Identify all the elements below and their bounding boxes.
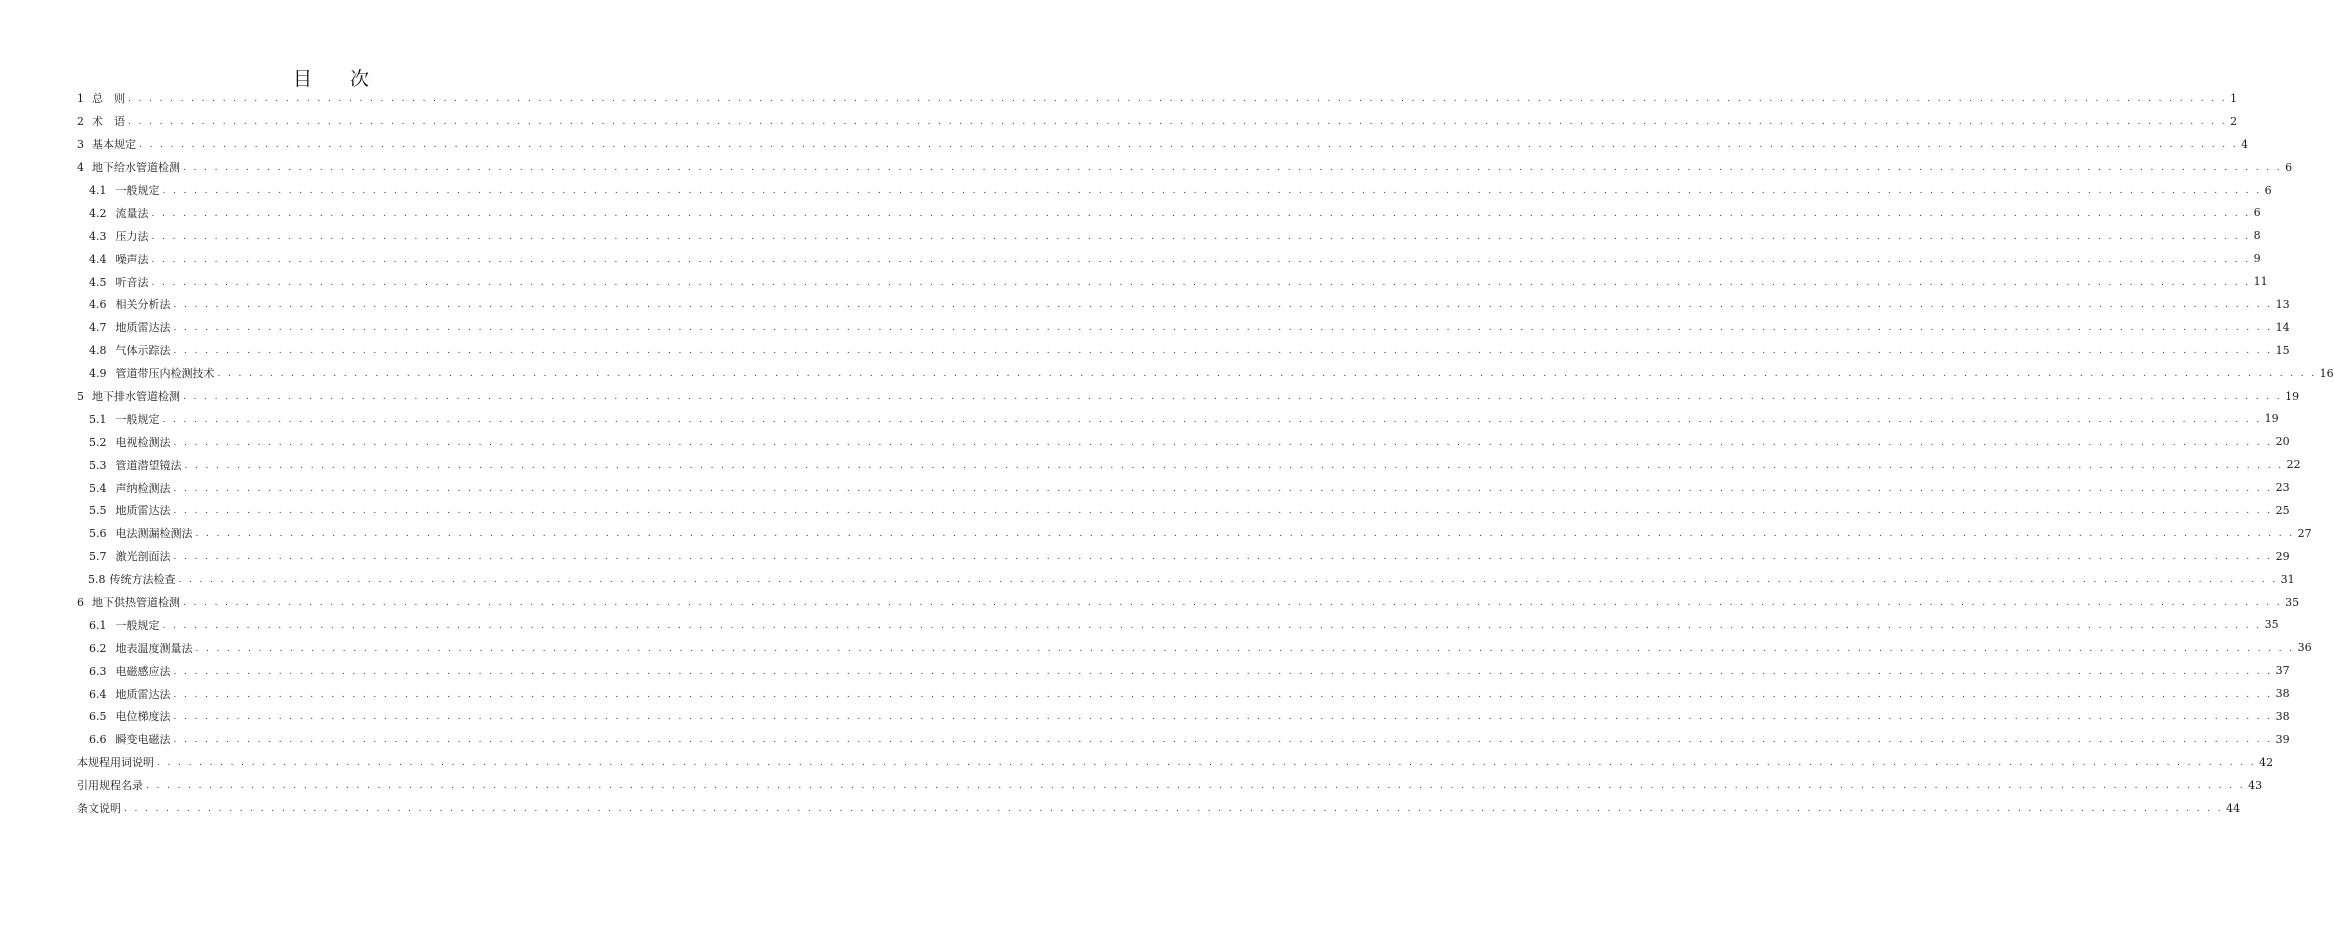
toc-entry[interactable] bbox=[0, 613, 2279, 636]
toc-entry-label: 条文说明 bbox=[77, 802, 121, 816]
toc-entry[interactable] bbox=[0, 705, 2290, 728]
page-title: 目 次 bbox=[292, 68, 386, 90]
toc-entry-title bbox=[77, 159, 180, 175]
dot-leader: . . . . . . . . . . . . . . . . . . . . . . . . . . . . . . . . . . . . . . . . . . . . . . . . . . . . . . . . . . . . . . . . . . . . . . . . . . . . . . . . . . . . . . . . . . . . . . . . . . . . . . . . . . . . . . . . . . . . . . . . . . . . . . . . . . . . . . . . . . . . . . . . . . . . . . . . . . . . . . . . . . . . . . . . . . . . . . . . . . . . . . . . . . . . . . . . . . . . . . . . bbox=[173, 712, 2273, 723]
toc-entry[interactable] bbox=[0, 682, 2290, 705]
toc-entry-title bbox=[89, 640, 193, 656]
toc-entry[interactable] bbox=[0, 453, 2301, 476]
toc-entry-page-number: 16 bbox=[2319, 366, 2334, 380]
toc-entry-page-number: 19 bbox=[2285, 389, 2300, 403]
dot-leader: . . . . . . . . . . . . . . . . . . . . . . . . . . . . . . . . . . . . . . . . . . . . . . . . . . . . . . . . . . . . . . . . . . . . . . . . . . . . . . . . . . . . . . . . . . . . . . . . . . . . . . . . . . . . . . . . . . . . . . . . . . . . . . . . . . . . . . . . . . . . . . . . . . . . . . . . . . . . . . . . . . . . . . . . . . . . . . . . . . . . . . . . . . . . . . . . . . . . . . . . bbox=[128, 117, 2228, 128]
toc-entry[interactable] bbox=[0, 385, 2300, 408]
toc-entry[interactable] bbox=[0, 591, 2300, 614]
dot-leader: . . . . . . . . . . . . . . . . . . . . . . . . . . . . . . . . . . . . . . . . . . . . . . . . . . . . . . . . . . . . . . . . . . . . . . . . . . . . . . . . . . . . . . . . . . . . . . . . . . . . . . . . . . . . . . . . . . . . . . . . . . . . . . . . . . . . . . . . . . . . . . . . . . . . . . . . . . . . . . . . . . . . . . . . . . . . . . . . . . . . . . . . . . . . . . . . . . . . . . . . bbox=[173, 300, 2273, 311]
toc-entry-title bbox=[89, 480, 171, 496]
toc-entry-number: 4.1 bbox=[89, 184, 107, 197]
dot-leader: . . . . . . . . . . . . . . . . . . . . . . . . . . . . . . . . . . . . . . . . . . . . . . . . . . . . . . . . . . . . . . . . . . . . . . . . . . . . . . . . . . . . . . . . . . . . . . . . . . . . . . . . . . . . . . . . . . . . . . . . . . . . . . . . . . . . . . . . . . . . . . . . . . . . . . . . . . . . . . . . . . . . . . . . . . . . . . . . . . . . . . . . . . . . . . . . . . . . . . . . bbox=[195, 643, 2295, 654]
toc-entry-page-number: 19 bbox=[2264, 412, 2279, 426]
toc-entry[interactable] bbox=[0, 407, 2279, 430]
toc-entry-label: 瞬变电磁法 bbox=[115, 733, 171, 747]
toc-entry-label: 总 则 bbox=[92, 92, 125, 106]
toc-entry-label: 相关分析法 bbox=[115, 298, 171, 312]
toc-entry-number: 4.4 bbox=[89, 252, 107, 266]
toc-entry-page-number: 29 bbox=[2275, 549, 2290, 563]
dot-leader: . . . . . . . . . . . . . . . . . . . . . . . . . . . . . . . . . . . . . . . . . . . . . . . . . . . . . . . . . . . . . . . . . . . . . . . . . . . . . . . . . . . . . . . . . . . . . . . . . . . . . . . . . . . . . . . . . . . . . . . . . . . . . . . . . . . . . . . . . . . . . . . . . . . . . . . . . . . . . . . . . . . . . . . . . . . . . . . . . . . . . . . . . . . . . . . . . . . . . . . . bbox=[151, 231, 2251, 242]
toc-entry-number: 5.8 bbox=[88, 573, 106, 587]
toc-entry-page-number: 35 bbox=[2285, 595, 2300, 609]
toc-entry-number: 6.4 bbox=[89, 687, 107, 701]
toc-entry-number: 2 bbox=[77, 115, 84, 129]
toc-entry-label: 传统方法检查 bbox=[109, 573, 176, 587]
toc-entry-label: 一般规定 bbox=[115, 184, 160, 197]
toc-entry-page-number: 2 bbox=[2230, 114, 2238, 128]
toc-entry[interactable] bbox=[0, 133, 2249, 156]
dot-leader: . . . . . . . . . . . . . . . . . . . . . . . . . . . . . . . . . . . . . . . . . . . . . . . . . . . . . . . . . . . . . . . . . . . . . . . . . . . . . . . . . . . . . . . . . . . . . . . . . . . . . . . . . . . . . . . . . . . . . . . . . . . . . . . . . . . . . . . . . . . . . . . . . . . . . . . . . . . . . . . . . . . . . . . . . . . . . . . . . . . . . . . . . . . . . . . . . . . . . . . . bbox=[151, 208, 2251, 219]
toc-entry-title bbox=[89, 274, 149, 290]
toc-entry-title bbox=[77, 136, 136, 152]
toc-entry-label: 电视检测法 bbox=[115, 435, 171, 449]
toc-entry[interactable] bbox=[0, 751, 2274, 774]
toc-entry[interactable] bbox=[0, 270, 2268, 293]
toc-entry-label: 管道潜望镜法 bbox=[115, 458, 182, 472]
toc-entry-title bbox=[89, 548, 171, 564]
toc-entry-number: 6.6 bbox=[89, 733, 107, 747]
toc-entry-number: 5 bbox=[77, 390, 84, 404]
toc-entry[interactable] bbox=[0, 545, 2290, 568]
dot-leader: . . . . . . . . . . . . . . . . . . . . . . . . . . . . . . . . . . . . . . . . . . . . . . . . . . . . . . . . . . . . . . . . . . . . . . . . . . . . . . . . . . . . . . . . . . . . . . . . . . . . . . . . . . . . . . . . . . . . . . . . . . . . . . . . . . . . . . . . . . . . . . . . . . . . . . . . . . . . . . . . . . . . . . . . . . . . . . . . . . . . . . . . . . . . . . . . . . . . . . . . bbox=[183, 392, 2283, 403]
dot-leader: . . . . . . . . . . . . . . . . . . . . . . . . . . . . . . . . . . . . . . . . . . . . . . . . . . . . . . . . . . . . . . . . . . . . . . . . . . . . . . . . . . . . . . . . . . . . . . . . . . . . . . . . . . . . . . . . . . . . . . . . . . . . . . . . . . . . . . . . . . . . . . . . . . . . . . . . . . . . . . . . . . . . . . . . . . . . . . . . . . . . . . . . . . . . . . . . . . . . . . . . bbox=[173, 689, 2273, 700]
toc-entry[interactable] bbox=[0, 201, 2261, 224]
toc-entry[interactable] bbox=[0, 636, 2312, 659]
toc-entry-title bbox=[89, 617, 160, 633]
toc-entry-label: 电法测漏检测法 bbox=[115, 527, 193, 541]
toc-entry-page-number: 11 bbox=[2253, 275, 2268, 289]
toc-entry-number: 3 bbox=[77, 138, 84, 152]
toc-entry-number: 5.2 bbox=[89, 435, 107, 449]
toc-entry-title bbox=[89, 182, 160, 198]
toc-entry-title bbox=[89, 251, 149, 267]
toc-entry-page-number: 38 bbox=[2275, 687, 2290, 701]
dot-leader: . . . . . . . . . . . . . . . . . . . . . . . . . . . . . . . . . . . . . . . . . . . . . . . . . . . . . . . . . . . . . . . . . . . . . . . . . . . . . . . . . . . . . . . . . . . . . . . . . . . . . . . . . . . . . . . . . . . . . . . . . . . . . . . . . . . . . . . . . . . . . . . . . . . . . . . . . . . . . . . . . . . . . . . . . . . . . . . . . . . . . . . . . . . . . . . . . . . . . . . . bbox=[183, 163, 2283, 174]
toc-entry[interactable] bbox=[0, 499, 2290, 522]
toc-entry-number: 4.5 bbox=[89, 275, 107, 289]
toc-entry[interactable] bbox=[0, 728, 2290, 751]
toc-entry-page-number: 39 bbox=[2275, 732, 2290, 746]
dot-leader: . . . . . . . . . . . . . . . . . . . . . . . . . . . . . . . . . . . . . . . . . . . . . . . . . . . . . . . . . . . . . . . . . . . . . . . . . . . . . . . . . . . . . . . . . . . . . . . . . . . . . . . . . . . . . . . . . . . . . . . . . . . . . . . . . . . . . . . . . . . . . . . . . . . . . . . . . . . . . . . . . . . . . . . . . . . . . . . . . . . . . . . . . . . . . . . . . . . . . . . . bbox=[162, 414, 2262, 425]
toc-entry-title bbox=[89, 205, 149, 221]
toc-entry[interactable] bbox=[0, 362, 2334, 385]
toc-entry-number: 4 bbox=[77, 161, 84, 175]
toc-entry-label: 声纳检测法 bbox=[115, 481, 171, 495]
toc-entry-title bbox=[77, 800, 121, 816]
toc-entry-number: 4.2 bbox=[89, 206, 107, 220]
toc-entry-page-number: 42 bbox=[2259, 755, 2274, 769]
toc-entry-label: 地下供热管道检测 bbox=[92, 596, 180, 610]
toc-entry[interactable] bbox=[0, 339, 2290, 362]
toc-entry-title bbox=[89, 319, 171, 335]
toc-entry-number: 4.6 bbox=[89, 298, 107, 312]
dot-leader: . . . . . . . . . . . . . . . . . . . . . . . . . . . . . . . . . . . . . . . . . . . . . . . . . . . . . . . . . . . . . . . . . . . . . . . . . . . . . . . . . . . . . . . . . . . . . . . . . . . . . . . . . . . . . . . . . . . . . . . . . . . . . . . . . . . . . . . . . . . . . . . . . . . . . . . . . . . . . . . . . . . . . . . . . . . . . . . . . . . . . . . . . . . . . . . . . . . . . . . . bbox=[195, 529, 2295, 540]
toc-entry-page-number: 6 bbox=[2285, 160, 2293, 174]
toc-entry-title bbox=[77, 90, 125, 106]
toc-entry-page-number: 37 bbox=[2275, 664, 2290, 678]
toc-entry-title bbox=[89, 457, 182, 473]
dot-leader: . . . . . . . . . . . . . . . . . . . . . . . . . . . . . . . . . . . . . . . . . . . . . . . . . . . . . . . . . . . . . . . . . . . . . . . . . . . . . . . . . . . . . . . . . . . . . . . . . . . . . . . . . . . . . . . . . . . . . . . . . . . . . . . . . . . . . . . . . . . . . . . . . . . . . . . . . . . . . . . . . . . . . . . . . . . . . . . . . . . . . . . . . . . . . . . . . . . . . . . . bbox=[157, 758, 2257, 769]
toc-entry-page-number: 22 bbox=[2286, 458, 2301, 472]
dot-leader: . . . . . . . . . . . . . . . . . . . . . . . . . . . . . . . . . . . . . . . . . . . . . . . . . . . . . . . . . . . . . . . . . . . . . . . . . . . . . . . . . . . . . . . . . . . . . . . . . . . . . . . . . . . . . . . . . . . . . . . . . . . . . . . . . . . . . . . . . . . . . . . . . . . . . . . . . . . . . . . . . . . . . . . . . . . . . . . . . . . . . . . . . . . . . . . . . . . . . . . . bbox=[184, 460, 2284, 471]
toc-entry-label: 本规程用词说明 bbox=[77, 756, 154, 770]
toc-entry-page-number: 36 bbox=[2297, 641, 2312, 655]
toc-entry-label: 基本规定 bbox=[92, 138, 136, 152]
toc-entry[interactable] bbox=[0, 774, 2263, 797]
toc-entry-title bbox=[77, 594, 180, 610]
toc-entry-title bbox=[89, 296, 171, 312]
dot-leader: . . . . . . . . . . . . . . . . . . . . . . . . . . . . . . . . . . . . . . . . . . . . . . . . . . . . . . . . . . . . . . . . . . . . . . . . . . . . . . . . . . . . . . . . . . . . . . . . . . . . . . . . . . . . . . . . . . . . . . . . . . . . . . . . . . . . . . . . . . . . . . . . . . . . . . . . . . . . . . . . . . . . . . . . . . . . . . . . . . . . . . . . . . . . . . . . . . . . . . . . bbox=[139, 140, 2239, 151]
toc-entry-number: 4.7 bbox=[89, 321, 107, 335]
dot-leader: . . . . . . . . . . . . . . . . . . . . . . . . . . . . . . . . . . . . . . . . . . . . . . . . . . . . . . . . . . . . . . . . . . . . . . . . . . . . . . . . . . . . . . . . . . . . . . . . . . . . . . . . . . . . . . . . . . . . . . . . . . . . . . . . . . . . . . . . . . . . . . . . . . . . . . . . . . . . . . . . . . . . . . . . . . . . . . . . . . . . . . . . . . . . . . . . . . . . . . . . bbox=[173, 323, 2273, 334]
toc-entry-page-number: 44 bbox=[2226, 801, 2241, 815]
dot-leader: . . . . . . . . . . . . . . . . . . . . . . . . . . . . . . . . . . . . . . . . . . . . . . . . . . . . . . . . . . . . . . . . . . . . . . . . . . . . . . . . . . . . . . . . . . . . . . . . . . . . . . . . . . . . . . . . . . . . . . . . . . . . . . . . . . . . . . . . . . . . . . . . . . . . . . . . . . . . . . . . . . . . . . . . . . . . . . . . . . . . . . . . . . . . . . . . . . . . . . . . bbox=[173, 666, 2273, 677]
dot-leader: . . . . . . . . . . . . . . . . . . . . . . . . . . . . . . . . . . . . . . . . . . . . . . . . . . . . . . . . . . . . . . . . . . . . . . . . . . . . . . . . . . . . . . . . . . . . . . . . . . . . . . . . . . . . . . . . . . . . . . . . . . . . . . . . . . . . . . . . . . . . . . . . . . . . . . . . . . . . . . . . . . . . . . . . . . . . . . . . . . . . . . . . . . . . . . . . . . . . . . . . bbox=[217, 369, 2317, 380]
toc-entry-page-number: 8 bbox=[2253, 229, 2261, 243]
table-of-contents bbox=[0, 87, 2334, 820]
dot-leader: . . . . . . . . . . . . . . . . . . . . . . . . . . . . . . . . . . . . . . . . . . . . . . . . . . . . . . . . . . . . . . . . . . . . . . . . . . . . . . . . . . . . . . . . . . . . . . . . . . . . . . . . . . . . . . . . . . . . . . . . . . . . . . . . . . . . . . . . . . . . . . . . . . . . . . . . . . . . . . . . . . . . . . . . . . . . . . . . . . . . . . . . . . . . . . . . . . . . . . . . bbox=[178, 575, 2278, 586]
toc-entry[interactable] bbox=[0, 797, 2241, 820]
dot-leader: . . . . . . . . . . . . . . . . . . . . . . . . . . . . . . . . . . . . . . . . . . . . . . . . . . . . . . . . . . . . . . . . . . . . . . . . . . . . . . . . . . . . . . . . . . . . . . . . . . . . . . . . . . . . . . . . . . . . . . . . . . . . . . . . . . . . . . . . . . . . . . . . . . . . . . . . . . . . . . . . . . . . . . . . . . . . . . . . . . . . . . . . . . . . . . . . . . . . . . . . bbox=[173, 346, 2273, 357]
toc-entry-number: 4.8 bbox=[89, 344, 107, 358]
dot-leader: . . . . . . . . . . . . . . . . . . . . . . . . . . . . . . . . . . . . . . . . . . . . . . . . . . . . . . . . . . . . . . . . . . . . . . . . . . . . . . . . . . . . . . . . . . . . . . . . . . . . . . . . . . . . . . . . . . . . . . . . . . . . . . . . . . . . . . . . . . . . . . . . . . . . . . . . . . . . . . . . . . . . . . . . . . . . . . . . . . . . . . . . . . . . . . . . . . . . . . . . bbox=[128, 94, 2228, 105]
dot-leader: . . . . . . . . . . . . . . . . . . . . . . . . . . . . . . . . . . . . . . . . . . . . . . . . . . . . . . . . . . . . . . . . . . . . . . . . . . . . . . . . . . . . . . . . . . . . . . . . . . . . . . . . . . . . . . . . . . . . . . . . . . . . . . . . . . . . . . . . . . . . . . . . . . . . . . . . . . . . . . . . . . . . . . . . . . . . . . . . . . . . . . . . . . . . . . . . . . . . . . . . bbox=[151, 277, 2251, 288]
dot-leader: . . . . . . . . . . . . . . . . . . . . . . . . . . . . . . . . . . . . . . . . . . . . . . . . . . . . . . . . . . . . . . . . . . . . . . . . . . . . . . . . . . . . . . . . . . . . . . . . . . . . . . . . . . . . . . . . . . . . . . . . . . . . . . . . . . . . . . . . . . . . . . . . . . . . . . . . . . . . . . . . . . . . . . . . . . . . . . . . . . . . . . . . . . . . . . . . . . . . . . . . bbox=[151, 254, 2251, 265]
dot-leader: . . . . . . . . . . . . . . . . . . . . . . . . . . . . . . . . . . . . . . . . . . . . . . . . . . . . . . . . . . . . . . . . . . . . . . . . . . . . . . . . . . . . . . . . . . . . . . . . . . . . . . . . . . . . . . . . . . . . . . . . . . . . . . . . . . . . . . . . . . . . . . . . . . . . . . . . . . . . . . . . . . . . . . . . . . . . . . . . . . . . . . . . . . . . . . . . . . . . . . . . bbox=[162, 186, 2262, 196]
toc-entry-label: 听音法 bbox=[115, 275, 149, 289]
toc-entry-page-number: 6 bbox=[2264, 183, 2272, 197]
toc-entry[interactable] bbox=[0, 476, 2290, 499]
toc-entry-label: 流量法 bbox=[115, 206, 149, 220]
toc-entry-label: 激光剖面法 bbox=[115, 550, 171, 564]
toc-entry-label: 一般规定 bbox=[115, 618, 160, 632]
toc-entry-number: 4.3 bbox=[89, 229, 107, 243]
toc-entry-page-number: 15 bbox=[2275, 343, 2290, 357]
toc-entry-page-number: 43 bbox=[2248, 778, 2263, 792]
toc-entry[interactable] bbox=[0, 156, 2293, 179]
toc-entry-number: 5.3 bbox=[89, 458, 107, 472]
toc-entry-title bbox=[89, 708, 171, 724]
toc-entry-page-number: 27 bbox=[2297, 526, 2312, 540]
toc-entry-label: 电位梯度法 bbox=[115, 710, 171, 724]
toc-entry-number: 5.1 bbox=[89, 412, 107, 426]
toc-entry-title bbox=[89, 365, 215, 381]
toc-entry-page-number: 4 bbox=[2241, 137, 2249, 151]
toc-entry-title bbox=[89, 411, 160, 427]
toc-entry-title bbox=[89, 686, 171, 702]
dot-leader: . . . . . . . . . . . . . . . . . . . . . . . . . . . . . . . . . . . . . . . . . . . . . . . . . . . . . . . . . . . . . . . . . . . . . . . . . . . . . . . . . . . . . . . . . . . . . . . . . . . . . . . . . . . . . . . . . . . . . . . . . . . . . . . . . . . . . . . . . . . . . . . . . . . . . . . . . . . . . . . . . . . . . . . . . . . . . . . . . . . . . . . . . . . . . . . . . . . . . . . . bbox=[173, 506, 2273, 517]
toc-entry-title bbox=[89, 434, 171, 450]
toc-entry-number: 6.1 bbox=[89, 618, 107, 632]
toc-entry-title bbox=[88, 571, 176, 587]
toc-entry-page-number: 38 bbox=[2275, 709, 2290, 723]
toc-entry[interactable] bbox=[0, 247, 2261, 270]
dot-leader: . . . . . . . . . . . . . . . . . . . . . . . . . . . . . . . . . . . . . . . . . . . . . . . . . . . . . . . . . . . . . . . . . . . . . . . . . . . . . . . . . . . . . . . . . . . . . . . . . . . . . . . . . . . . . . . . . . . . . . . . . . . . . . . . . . . . . . . . . . . . . . . . . . . . . . . . . . . . . . . . . . . . . . . . . . . . . . . . . . . . . . . . . . . . . . . . . . . . . . . . bbox=[173, 437, 2273, 448]
toc-entry-number: 6 bbox=[77, 596, 84, 610]
toc-entry-label: 一般规定 bbox=[115, 412, 160, 426]
toc-entry-number: 5.7 bbox=[89, 550, 107, 564]
dot-leader: . . . . . . . . . . . . . . . . . . . . . . . . . . . . . . . . . . . . . . . . . . . . . . . . . . . . . . . . . . . . . . . . . . . . . . . . . . . . . . . . . . . . . . . . . . . . . . . . . . . . . . . . . . . . . . . . . . . . . . . . . . . . . . . . . . . . . . . . . . . . . . . . . . . . . . . . . . . . . . . . . . . . . . . . . . . . . . . . . . . . . . . . . . . . . . . . . . . . . . . . bbox=[173, 735, 2273, 746]
toc-entry-title bbox=[89, 731, 171, 747]
toc-entry-title bbox=[77, 754, 154, 770]
toc-entry-label: 地表温度测量法 bbox=[115, 641, 193, 655]
toc-entry[interactable] bbox=[0, 430, 2290, 453]
dot-leader: . . . . . . . . . . . . . . . . . . . . . . . . . . . . . . . . . . . . . . . . . . . . . . . . . . . . . . . . . . . . . . . . . . . . . . . . . . . . . . . . . . . . . . . . . . . . . . . . . . . . . . . . . . . . . . . . . . . . . . . . . . . . . . . . . . . . . . . . . . . . . . . . . . . . . . . . . . . . . . . . . . . . . . . . . . . . . . . . . . . . . . . . . . . . . . . . . . . . . . . . bbox=[173, 483, 2273, 494]
toc-entry-page-number: 9 bbox=[2253, 252, 2261, 266]
toc-entry-label: 地下排水管道检测 bbox=[92, 390, 180, 404]
toc-entry-page-number: 35 bbox=[2264, 618, 2279, 632]
toc-entry-page-number: 13 bbox=[2275, 297, 2290, 311]
toc-entry[interactable] bbox=[0, 110, 2238, 133]
toc-entry-number: 6.2 bbox=[89, 641, 107, 655]
toc-entry[interactable] bbox=[0, 316, 2290, 339]
toc-entry-number: 6.5 bbox=[89, 710, 107, 724]
toc-entry-label: 电磁感应法 bbox=[115, 664, 171, 678]
toc-entry[interactable] bbox=[0, 522, 2312, 545]
toc-entry-page-number: 23 bbox=[2275, 481, 2290, 495]
toc-entry-page-number: 6 bbox=[2253, 206, 2261, 220]
toc-entry-number: 4.9 bbox=[89, 367, 107, 381]
toc-entry[interactable] bbox=[0, 568, 2295, 591]
toc-entry-label: 地下给水管道检测 bbox=[92, 161, 180, 175]
toc-entry-label: 术 语 bbox=[92, 115, 125, 129]
toc-entry-title bbox=[89, 228, 149, 244]
dot-leader: . . . . . . . . . . . . . . . . . . . . . . . . . . . . . . . . . . . . . . . . . . . . . . . . . . . . . . . . . . . . . . . . . . . . . . . . . . . . . . . . . . . . . . . . . . . . . . . . . . . . . . . . . . . . . . . . . . . . . . . . . . . . . . . . . . . . . . . . . . . . . . . . . . . . . . . . . . . . . . . . . . . . . . . . . . . . . . . . . . . . . . . . . . . . . . . . . . . . . . . . bbox=[124, 804, 2224, 815]
toc-entry-page-number: 20 bbox=[2275, 435, 2290, 449]
toc-entry-title bbox=[77, 388, 180, 404]
toc-entry-label: 地质雷达法 bbox=[115, 504, 171, 518]
dot-leader: . . . . . . . . . . . . . . . . . . . . . . . . . . . . . . . . . . . . . . . . . . . . . . . . . . . . . . . . . . . . . . . . . . . . . . . . . . . . . . . . . . . . . . . . . . . . . . . . . . . . . . . . . . . . . . . . . . . . . . . . . . . . . . . . . . . . . . . . . . . . . . . . . . . . . . . . . . . . . . . . . . . . . . . . . . . . . . . . . . . . . . . . . . . . . . . . . . . . . . . . bbox=[173, 552, 2273, 563]
dot-leader: . . . . . . . . . . . . . . . . . . . . . . . . . . . . . . . . . . . . . . . . . . . . . . . . . . . . . . . . . . . . . . . . . . . . . . . . . . . . . . . . . . . . . . . . . . . . . . . . . . . . . . . . . . . . . . . . . . . . . . . . . . . . . . . . . . . . . . . . . . . . . . . . . . . . . . . . . . . . . . . . . . . . . . . . . . . . . . . . . . . . . . . . . . . . . . . . . . . . . . . . bbox=[146, 781, 2246, 792]
toc-entry-number: 1 bbox=[77, 92, 84, 106]
dot-leader: . . . . . . . . . . . . . . . . . . . . . . . . . . . . . . . . . . . . . . . . . . . . . . . . . . . . . . . . . . . . . . . . . . . . . . . . . . . . . . . . . . . . . . . . . . . . . . . . . . . . . . . . . . . . . . . . . . . . . . . . . . . . . . . . . . . . . . . . . . . . . . . . . . . . . . . . . . . . . . . . . . . . . . . . . . . . . . . . . . . . . . . . . . . . . . . . . . . . . . . . bbox=[183, 598, 2283, 609]
toc-entry-page-number: 14 bbox=[2275, 320, 2290, 334]
toc-entry[interactable] bbox=[0, 659, 2290, 682]
toc-entry-label: 噪声法 bbox=[115, 252, 149, 266]
toc-entry-number: 6.3 bbox=[89, 664, 107, 678]
toc-entry-title bbox=[89, 663, 171, 679]
toc-entry-title bbox=[77, 113, 125, 129]
dot-leader: . . . . . . . . . . . . . . . . . . . . . . . . . . . . . . . . . . . . . . . . . . . . . . . . . . . . . . . . . . . . . . . . . . . . . . . . . . . . . . . . . . . . . . . . . . . . . . . . . . . . . . . . . . . . . . . . . . . . . . . . . . . . . . . . . . . . . . . . . . . . . . . . . . . . . . . . . . . . . . . . . . . . . . . . . . . . . . . . . . . . . . . . . . . . . . . . . . . . . . . . bbox=[162, 620, 2262, 631]
toc-entry-title bbox=[89, 502, 171, 518]
toc-entry[interactable] bbox=[0, 179, 2272, 202]
toc-entry[interactable] bbox=[0, 87, 2238, 110]
toc-entry-number: 5.4 bbox=[89, 481, 107, 495]
toc-entry-title bbox=[89, 342, 171, 358]
toc-entry-number: 5.6 bbox=[89, 527, 107, 541]
toc-entry[interactable] bbox=[0, 224, 2261, 247]
toc-entry-title bbox=[89, 525, 193, 541]
toc-entry-label: 地质雷达法 bbox=[115, 321, 171, 335]
toc-entry[interactable] bbox=[0, 293, 2290, 316]
toc-entry-title bbox=[77, 777, 143, 793]
toc-entry-label: 管道带压内检测技术 bbox=[115, 367, 215, 381]
toc-entry-page-number: 1 bbox=[2230, 91, 2238, 105]
toc-entry-page-number: 25 bbox=[2275, 503, 2290, 517]
toc-entry-label: 引用规程名录 bbox=[77, 779, 143, 793]
toc-entry-number: 5.5 bbox=[89, 504, 107, 518]
toc-entry-label: 地质雷达法 bbox=[115, 687, 171, 701]
toc-entry-label: 压力法 bbox=[115, 229, 149, 243]
toc-entry-label: 气体示踪法 bbox=[115, 344, 171, 358]
toc-entry-page-number: 31 bbox=[2280, 572, 2295, 586]
